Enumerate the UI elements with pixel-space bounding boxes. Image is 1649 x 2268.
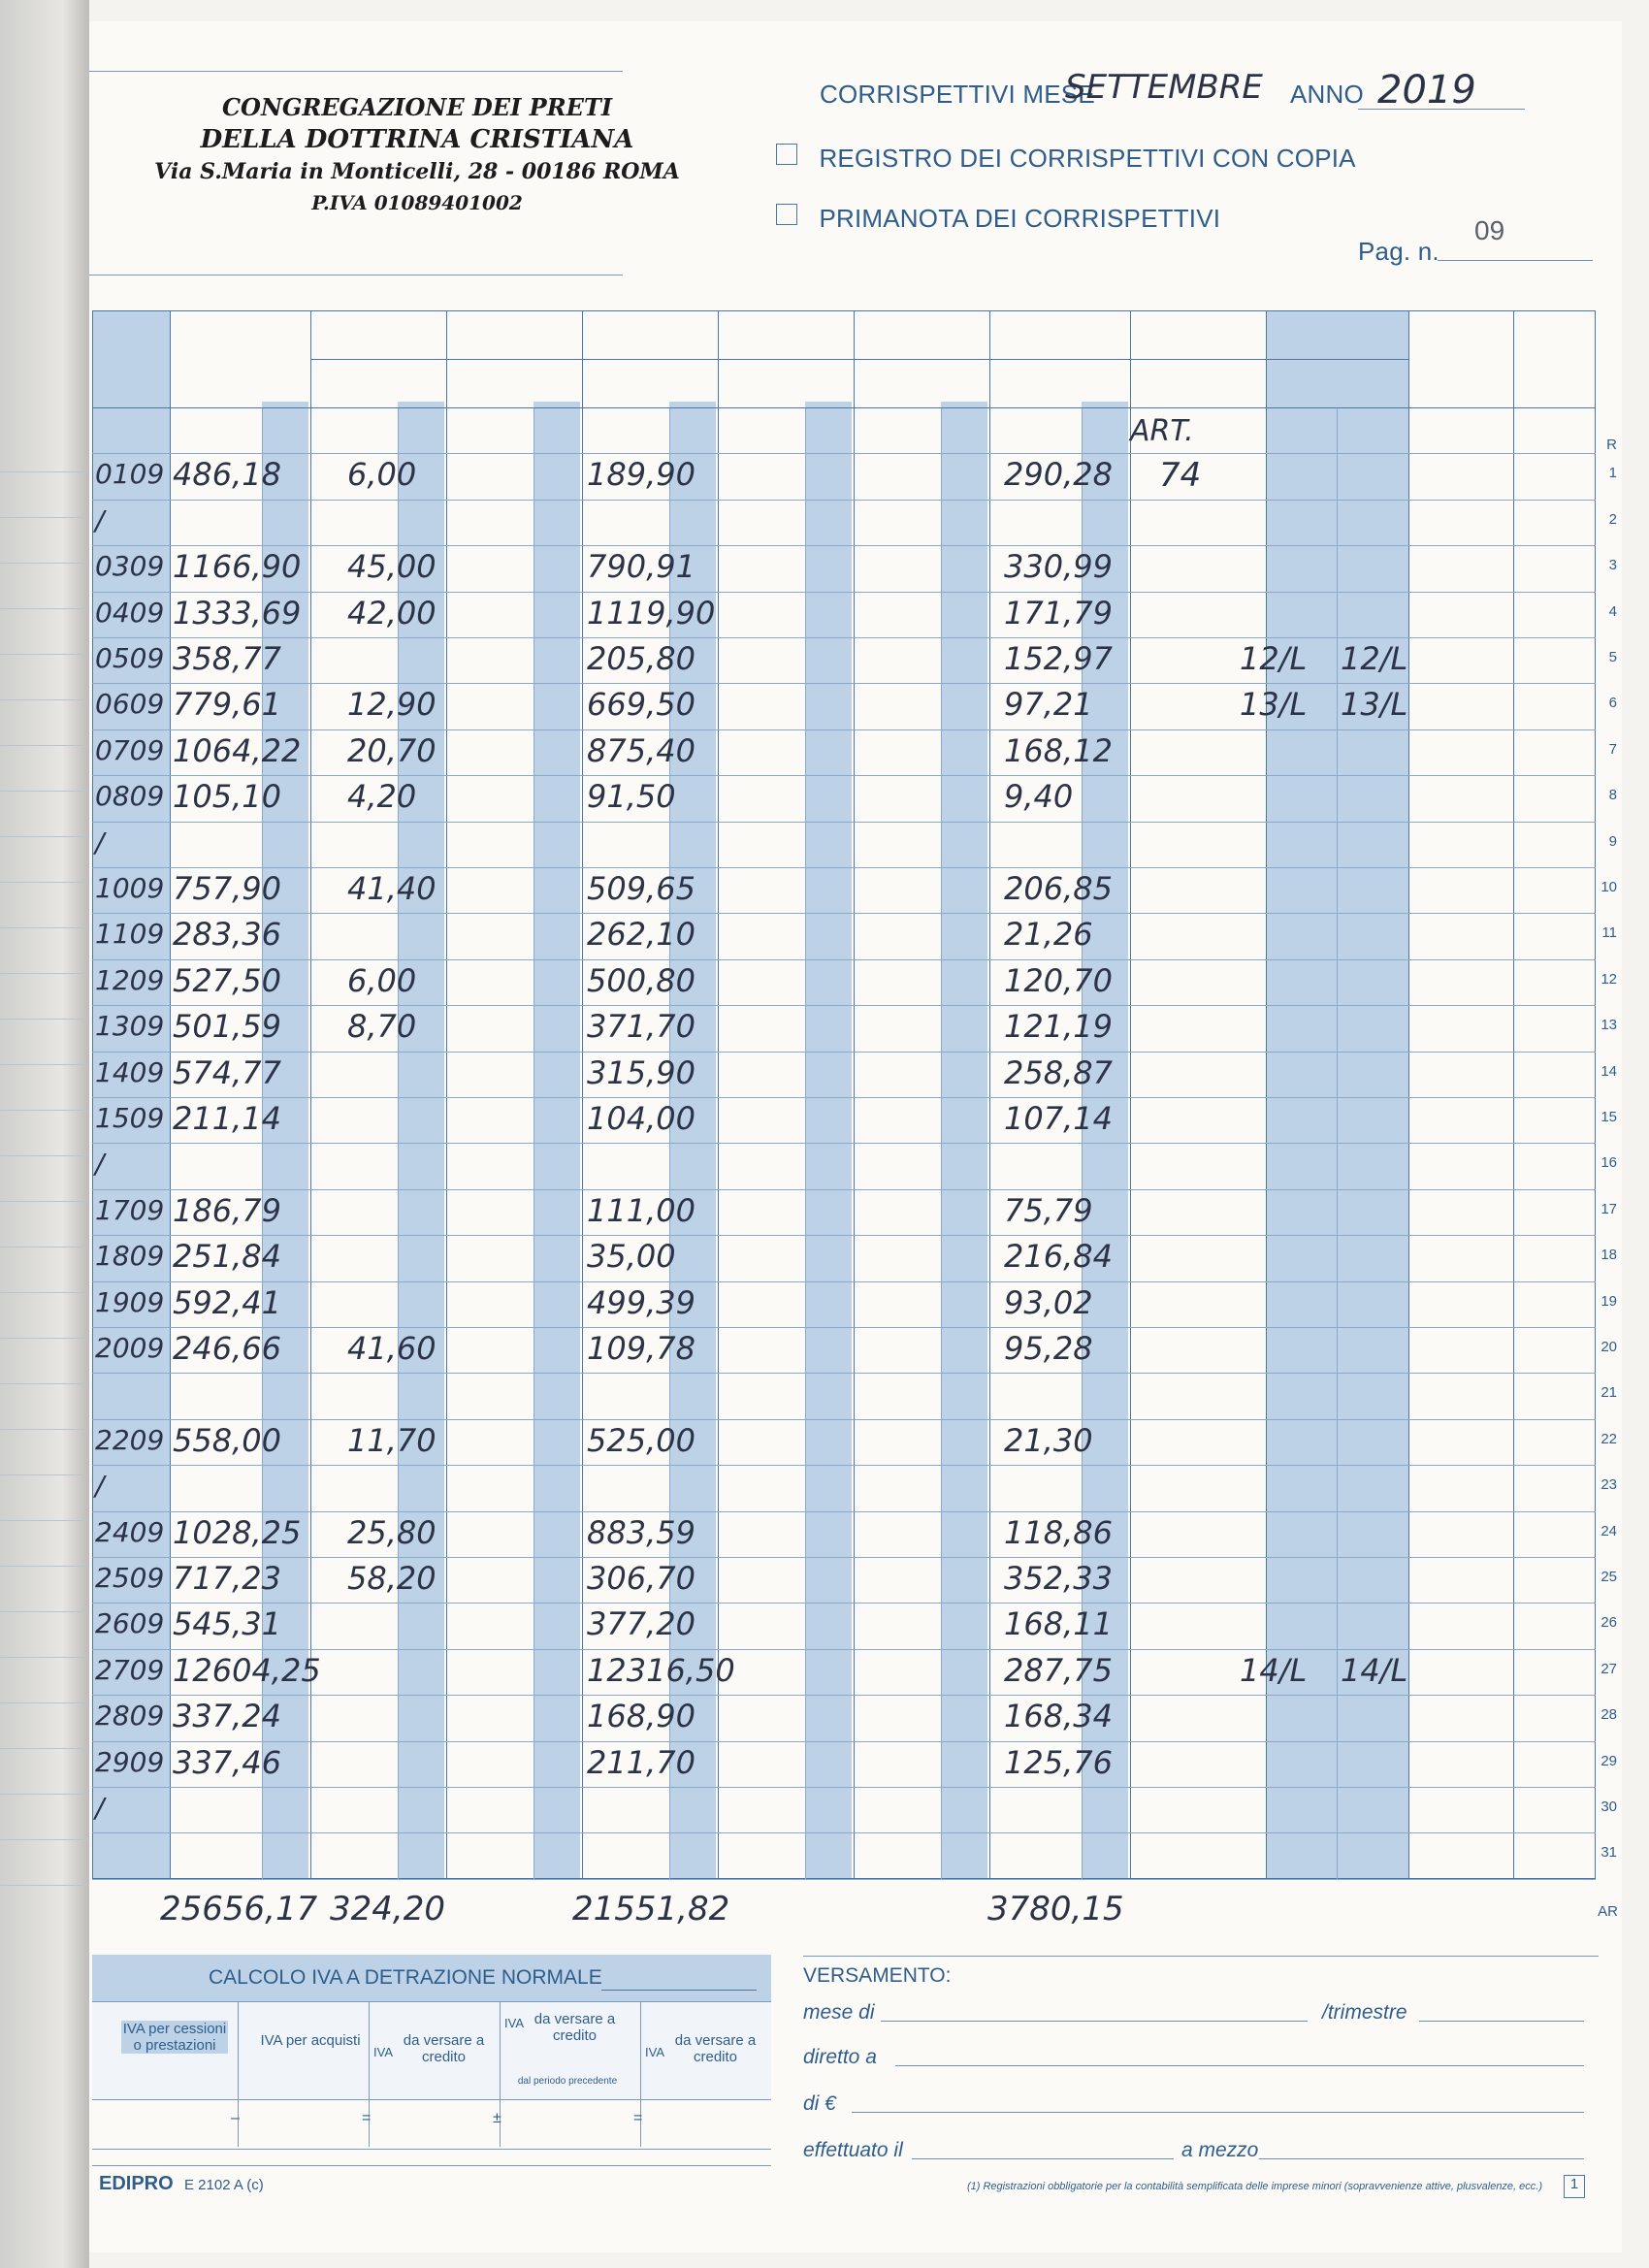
entry-fattura-dal: 13/L bbox=[1240, 686, 1308, 724]
versamento-title: VERSAMENTO: bbox=[803, 1964, 952, 1987]
entry-p22: 883,59 bbox=[587, 1513, 695, 1551]
row-number: 4 bbox=[1608, 602, 1617, 620]
entry-esenti: 97,21 bbox=[1004, 686, 1093, 724]
footer-note: (1) Registrazioni obbligatorie per la contabilità semplificata delle imprese minori (sopravvenienze attive, plusvalenze, ecc.) bbox=[966, 2181, 1542, 2192]
calcolo-col-4-note: dal periodo precedente bbox=[517, 2076, 618, 2087]
footer-brand: EDIPRO bbox=[99, 2173, 174, 2194]
row-label-ar: AR bbox=[1598, 1903, 1618, 1920]
stamp-line-4: P.IVA 01089401002 bbox=[311, 191, 523, 214]
versamento-mezzo-field[interactable] bbox=[1259, 2158, 1584, 2159]
row-number: 9 bbox=[1608, 832, 1617, 850]
entry-p22: 109,78 bbox=[587, 1330, 695, 1367]
calcolo-title: CALCOLO IVA A DETRAZIONE NORMALE bbox=[209, 1966, 602, 1989]
calcolo-op-1: – bbox=[231, 2110, 240, 2126]
entry-p22: 189,90 bbox=[587, 456, 695, 494]
entry-date: / bbox=[95, 826, 105, 859]
entry-esenti: 93,02 bbox=[1004, 1283, 1093, 1321]
entry-date: 2209 bbox=[95, 1423, 165, 1456]
entry-date: / bbox=[95, 1148, 105, 1181]
entry-esenti: 168,34 bbox=[1004, 1698, 1113, 1735]
registro-label: REGISTRO DEI CORRISPETTIVI CON COPIA bbox=[819, 144, 1356, 173]
row-line bbox=[92, 1557, 1596, 1558]
row-line bbox=[92, 1603, 1596, 1604]
anno-value: 2019 bbox=[1377, 68, 1476, 113]
row-number: 30 bbox=[1600, 1798, 1617, 1815]
entry-p22: 1119,90 bbox=[587, 594, 716, 632]
entry-date: 0709 bbox=[95, 733, 165, 766]
header-split-esenti bbox=[989, 359, 1266, 360]
versamento-di-field[interactable] bbox=[852, 2112, 1584, 2113]
row-number: 7 bbox=[1608, 740, 1617, 758]
entry-p22: 12316,50 bbox=[587, 1651, 735, 1689]
row-number: 20 bbox=[1600, 1339, 1617, 1355]
entry-esenti: 258,87 bbox=[1004, 1053, 1113, 1091]
entry-totale: 1028,25 bbox=[173, 1513, 302, 1551]
calcolo-col-5-iva: IVA bbox=[645, 2045, 664, 2059]
entry-totale: 12604,25 bbox=[173, 1651, 321, 1689]
entry-esenti: 152,97 bbox=[1004, 640, 1113, 677]
entry-esenti: 287,75 bbox=[1004, 1651, 1113, 1689]
row-line bbox=[92, 1695, 1596, 1696]
versamento-mezzo-label: a mezzo bbox=[1181, 2139, 1259, 2161]
entry-p22: 262,10 bbox=[587, 916, 695, 954]
entry-totale: 1064,22 bbox=[173, 731, 302, 769]
entry-totale: 211,14 bbox=[173, 1100, 281, 1137]
entry-date: 1109 bbox=[95, 918, 165, 951]
calcolo-title-line bbox=[601, 1990, 757, 1991]
row-line bbox=[92, 1511, 1596, 1512]
row-line bbox=[92, 1097, 1596, 1098]
entry-totale: 105,10 bbox=[173, 778, 281, 816]
entry-totale: 501,59 bbox=[173, 1008, 281, 1046]
art-note: ART. bbox=[1130, 414, 1194, 448]
row-line bbox=[92, 592, 1596, 593]
versamento-top-rule bbox=[803, 1956, 1599, 1957]
row-line bbox=[92, 545, 1596, 546]
entry-p4: 8,70 bbox=[347, 1008, 417, 1046]
entry-p4: 11,70 bbox=[347, 1421, 436, 1459]
entry-totale: 283,36 bbox=[173, 916, 281, 954]
entry-p22: 211,70 bbox=[587, 1743, 695, 1781]
header-split-emissione bbox=[718, 359, 989, 360]
entry-p4: 41,40 bbox=[347, 870, 436, 907]
versamento-mese-label: mese di bbox=[803, 2001, 875, 2024]
entry-p22: 168,90 bbox=[587, 1698, 695, 1735]
row-number: 8 bbox=[1608, 787, 1617, 804]
entry-date: 0409 bbox=[95, 596, 165, 629]
entry-totale: 527,50 bbox=[173, 961, 281, 999]
row-line bbox=[92, 1143, 1596, 1144]
previous-page-edge bbox=[0, 0, 89, 2268]
entry-esenti: 9,40 bbox=[1004, 778, 1074, 816]
row-number: 2 bbox=[1608, 510, 1617, 528]
pag-underline bbox=[1438, 260, 1593, 261]
row-number: 25 bbox=[1600, 1569, 1617, 1585]
entry-p4: 20,70 bbox=[347, 731, 436, 769]
calcolo-col-3: da versare a credito bbox=[403, 2032, 485, 2065]
stamp-line-3: Via S.Maria in Monticelli, 28 - 00186 ROMA bbox=[154, 159, 680, 184]
entry-esenti: 290,28 bbox=[1004, 456, 1113, 494]
entry-esenti: 330,99 bbox=[1004, 548, 1113, 586]
entry-esenti: 107,14 bbox=[1004, 1100, 1113, 1137]
total-p4: 324,20 bbox=[330, 1890, 445, 1928]
calcolo-col-2: IVA per acquisti bbox=[260, 2032, 361, 2049]
entry-p4: 6,00 bbox=[347, 961, 417, 999]
calcolo-op-4: = bbox=[633, 2110, 643, 2126]
row-number: 12 bbox=[1600, 970, 1617, 988]
entry-totale: 251,84 bbox=[173, 1238, 281, 1276]
row-number: 3 bbox=[1608, 557, 1617, 574]
entry-esenti: 75,79 bbox=[1004, 1191, 1093, 1229]
entry-totale: 1166,90 bbox=[173, 548, 302, 586]
mese-value: SETTEMBRE bbox=[1065, 68, 1263, 107]
entry-p22: 35,00 bbox=[587, 1238, 676, 1276]
calcolo-col-5: da versare a credito bbox=[674, 2032, 757, 2065]
total-esenti: 3780,15 bbox=[987, 1890, 1124, 1928]
entry-fattura-al: 12/L bbox=[1341, 640, 1408, 677]
entry-totale: 717,23 bbox=[173, 1560, 281, 1597]
entry-totale: 186,79 bbox=[173, 1191, 281, 1229]
entry-esenti: 168,11 bbox=[1004, 1605, 1113, 1643]
versamento-trimestre-field[interactable] bbox=[1419, 2021, 1584, 2022]
versamento-mese-field[interactable] bbox=[881, 2021, 1308, 2022]
entry-date: 1409 bbox=[95, 1055, 165, 1088]
entry-fattura-dal: 12/L bbox=[1240, 640, 1308, 677]
entry-totale: 574,77 bbox=[173, 1053, 281, 1091]
row-number: 31 bbox=[1600, 1844, 1617, 1862]
row-number: 1 bbox=[1608, 465, 1617, 482]
row-number: 23 bbox=[1600, 1476, 1617, 1494]
entry-totale: 592,41 bbox=[173, 1283, 281, 1321]
versamento-diretto-field[interactable] bbox=[895, 2065, 1584, 2066]
row-label-r: R bbox=[1606, 437, 1617, 453]
row-line bbox=[92, 775, 1596, 776]
entry-p22: 669,50 bbox=[587, 686, 695, 724]
entry-date: 1809 bbox=[95, 1240, 165, 1273]
row-line bbox=[92, 1005, 1596, 1006]
header-bottom-line bbox=[92, 407, 1596, 408]
entry-totale: 1333,69 bbox=[173, 594, 302, 632]
header-mese bbox=[820, 80, 1095, 110]
footer-bar bbox=[92, 2165, 771, 2166]
mese-label: CORRISPETTIVI MESE bbox=[820, 80, 1095, 109]
entry-p22: 500,80 bbox=[587, 961, 695, 999]
entry-date: 0309 bbox=[95, 550, 165, 583]
entry-p22: 91,50 bbox=[587, 778, 676, 816]
entry-date: 1009 bbox=[95, 872, 165, 904]
row-line bbox=[92, 913, 1596, 914]
entry-date: 2409 bbox=[95, 1515, 165, 1548]
row-line bbox=[92, 1373, 1596, 1374]
entry-esenti: 121,19 bbox=[1004, 1008, 1113, 1046]
stamp-top-rule bbox=[89, 71, 623, 72]
calcolo-col-4: da versare a credito bbox=[534, 2011, 616, 2044]
entry-fattura-al: 13/L bbox=[1341, 686, 1408, 724]
entry-date: 1209 bbox=[95, 963, 165, 996]
entry-esenti: 21,26 bbox=[1004, 916, 1093, 954]
entry-esenti: 118,86 bbox=[1004, 1513, 1113, 1551]
company-stamp bbox=[146, 92, 689, 218]
row-line bbox=[92, 1787, 1596, 1788]
entry-p4: 45,00 bbox=[347, 548, 436, 586]
entry-p22: 104,00 bbox=[587, 1100, 695, 1137]
row-line bbox=[92, 1465, 1596, 1466]
row-number: 18 bbox=[1600, 1247, 1617, 1264]
calcolo-value-row[interactable] bbox=[92, 2100, 771, 2150]
row-number: 16 bbox=[1600, 1154, 1617, 1172]
versamento-effettuato-label: effettuato il bbox=[803, 2139, 903, 2161]
entry-p22: 377,20 bbox=[587, 1605, 695, 1643]
row-line bbox=[92, 683, 1596, 684]
row-line bbox=[92, 637, 1596, 638]
row-line bbox=[92, 1281, 1596, 1282]
entry-totale: 757,90 bbox=[173, 870, 281, 907]
entry-totale: 779,61 bbox=[173, 686, 281, 724]
entry-p22: 875,40 bbox=[587, 731, 695, 769]
entry-esenti: 95,28 bbox=[1004, 1330, 1093, 1367]
entry-esenti: 352,33 bbox=[1004, 1560, 1113, 1597]
entry-date: 2009 bbox=[95, 1332, 165, 1364]
entry-date: 1909 bbox=[95, 1285, 165, 1318]
row-line bbox=[92, 1419, 1596, 1420]
entry-p4: 42,00 bbox=[347, 594, 436, 632]
entry-totale: 246,66 bbox=[173, 1330, 281, 1367]
entry-date: 2909 bbox=[95, 1745, 165, 1778]
row-number: 21 bbox=[1600, 1384, 1617, 1402]
entry-date: 2709 bbox=[95, 1653, 165, 1686]
entry-p4: 25,80 bbox=[347, 1513, 436, 1551]
pag-label: Pag. n. bbox=[1358, 237, 1439, 266]
registro-checkbox[interactable] bbox=[776, 144, 797, 165]
row-line bbox=[92, 1832, 1596, 1833]
entry-date: 0609 bbox=[95, 688, 165, 721]
row-line bbox=[92, 453, 1596, 454]
anno-underline bbox=[1358, 109, 1525, 110]
entry-date: 2809 bbox=[95, 1700, 165, 1733]
row-number: 27 bbox=[1600, 1660, 1617, 1677]
entry-date: 0109 bbox=[95, 458, 165, 491]
entry-p4: 4,20 bbox=[347, 778, 417, 816]
entry-totale: 558,00 bbox=[173, 1421, 281, 1459]
row-number: 15 bbox=[1600, 1109, 1617, 1125]
entry-esenti: 120,70 bbox=[1004, 961, 1113, 999]
row-number: 22 bbox=[1600, 1430, 1617, 1447]
entry-date: 2509 bbox=[95, 1562, 165, 1594]
entry-date: 0509 bbox=[95, 642, 165, 674]
row-number: 10 bbox=[1600, 879, 1617, 895]
row-number: 29 bbox=[1600, 1752, 1617, 1769]
entry-p22: 111,00 bbox=[587, 1191, 695, 1229]
footer-code: E 2102 A (c) bbox=[184, 2177, 264, 2193]
row-line bbox=[92, 1741, 1596, 1742]
row-line bbox=[92, 1327, 1596, 1328]
versamento-diretto-label: diretto a bbox=[803, 2046, 877, 2068]
total-p22: 21551,82 bbox=[572, 1890, 730, 1928]
entry-fattura-al: 14/L bbox=[1341, 1651, 1408, 1689]
entry-p22: 509,65 bbox=[587, 870, 695, 907]
row-number: 19 bbox=[1600, 1292, 1617, 1310]
row-line bbox=[92, 822, 1596, 823]
row-number: 6 bbox=[1608, 695, 1617, 712]
row-number: 5 bbox=[1608, 649, 1617, 665]
entry-p4: 41,60 bbox=[347, 1330, 436, 1367]
row-number: 26 bbox=[1600, 1614, 1617, 1632]
calcolo-col-3-iva: IVA bbox=[373, 2045, 393, 2059]
entry-esenti: 216,84 bbox=[1004, 1238, 1113, 1276]
versamento-di-label: di € bbox=[803, 2092, 836, 2115]
footer-page-number: 1 bbox=[1564, 2175, 1585, 2198]
entry-p22: 371,70 bbox=[587, 1008, 695, 1046]
entry-esenti: 21,30 bbox=[1004, 1421, 1093, 1459]
calcolo-col-4-iva: IVA bbox=[504, 2016, 524, 2030]
row-number: 24 bbox=[1600, 1522, 1617, 1539]
entry-p22: 315,90 bbox=[587, 1053, 695, 1091]
header-split-fatture bbox=[1266, 359, 1408, 360]
versamento-section bbox=[803, 1964, 1599, 2187]
row-number: 28 bbox=[1600, 1706, 1617, 1724]
entry-esenti: 168,12 bbox=[1004, 731, 1113, 769]
row-line bbox=[92, 1649, 1596, 1650]
previous-page-lines bbox=[0, 427, 89, 1921]
entry-p22: 306,70 bbox=[587, 1560, 695, 1597]
entry-p22: 205,80 bbox=[587, 640, 695, 677]
header-merge-mask-corr bbox=[312, 312, 716, 358]
row-line bbox=[92, 1879, 1596, 1880]
calcolo-iva-box bbox=[92, 1955, 771, 2149]
option-primanota[interactable] bbox=[776, 204, 1220, 234]
entry-date: 0809 bbox=[95, 780, 165, 813]
anno-label: ANNO bbox=[1290, 80, 1364, 109]
entry-p4: 6,00 bbox=[347, 456, 417, 494]
row-line bbox=[92, 729, 1596, 730]
entry-date: 2609 bbox=[95, 1607, 165, 1640]
primanota-checkbox[interactable] bbox=[776, 204, 797, 225]
entry-totale: 358,77 bbox=[173, 640, 281, 677]
calcolo-op-2: = bbox=[362, 2110, 372, 2126]
entry-date: / bbox=[95, 1470, 105, 1503]
entry-date: / bbox=[95, 503, 105, 536]
row-line bbox=[92, 959, 1596, 960]
entry-date: 1709 bbox=[95, 1193, 165, 1226]
calcolo-op-3: ± bbox=[493, 2110, 501, 2126]
header-split-corrisp bbox=[310, 359, 718, 360]
entry-date: 1309 bbox=[95, 1010, 165, 1043]
entry-date: 1509 bbox=[95, 1102, 165, 1134]
entry-p22: 790,91 bbox=[587, 548, 695, 586]
entry-esenti: 206,85 bbox=[1004, 870, 1113, 907]
entry-fattura-dal: 14/L bbox=[1240, 1651, 1308, 1689]
row-line bbox=[92, 1189, 1596, 1190]
row-line bbox=[92, 1052, 1596, 1053]
row-line bbox=[92, 1235, 1596, 1236]
entry-totale: 337,46 bbox=[173, 1743, 281, 1781]
total-totale: 25656,17 bbox=[160, 1890, 318, 1928]
entry-esenti: 125,76 bbox=[1004, 1743, 1113, 1781]
calcolo-col-1: IVA per cessioni o prestazioni bbox=[122, 2021, 227, 2054]
row-number: 13 bbox=[1600, 1017, 1617, 1034]
stamp-line-1: CONGREGAZIONE DEI PRETI bbox=[221, 93, 613, 121]
row-line bbox=[92, 500, 1596, 501]
art-number: 74 bbox=[1159, 456, 1202, 495]
entry-totale: 545,31 bbox=[173, 1605, 281, 1643]
entry-esenti: 171,79 bbox=[1004, 594, 1113, 632]
entry-p4: 12,90 bbox=[347, 686, 436, 724]
entry-totale: 337,24 bbox=[173, 1698, 281, 1735]
row-number: 14 bbox=[1600, 1062, 1617, 1080]
versamento-trimestre-label: /trimestre bbox=[1322, 2001, 1407, 2024]
entry-p22: 499,39 bbox=[587, 1283, 695, 1321]
option-registro[interactable] bbox=[776, 144, 1356, 174]
row-number: 17 bbox=[1600, 1200, 1617, 1217]
entry-totale: 486,18 bbox=[173, 456, 281, 494]
entry-p22: 525,00 bbox=[587, 1421, 695, 1459]
row-number: 11 bbox=[1601, 924, 1617, 942]
entry-p4: 58,20 bbox=[347, 1560, 436, 1597]
stamp-line-2: DELLA DOTTRINA CRISTIANA bbox=[200, 125, 634, 154]
entry-date: / bbox=[95, 1792, 105, 1824]
row-line bbox=[92, 867, 1596, 868]
pag-value: 09 bbox=[1474, 215, 1505, 245]
primanota-label: PRIMANOTA DEI CORRISPETTIVI bbox=[819, 204, 1221, 233]
versamento-effettuato-field[interactable] bbox=[912, 2158, 1174, 2159]
